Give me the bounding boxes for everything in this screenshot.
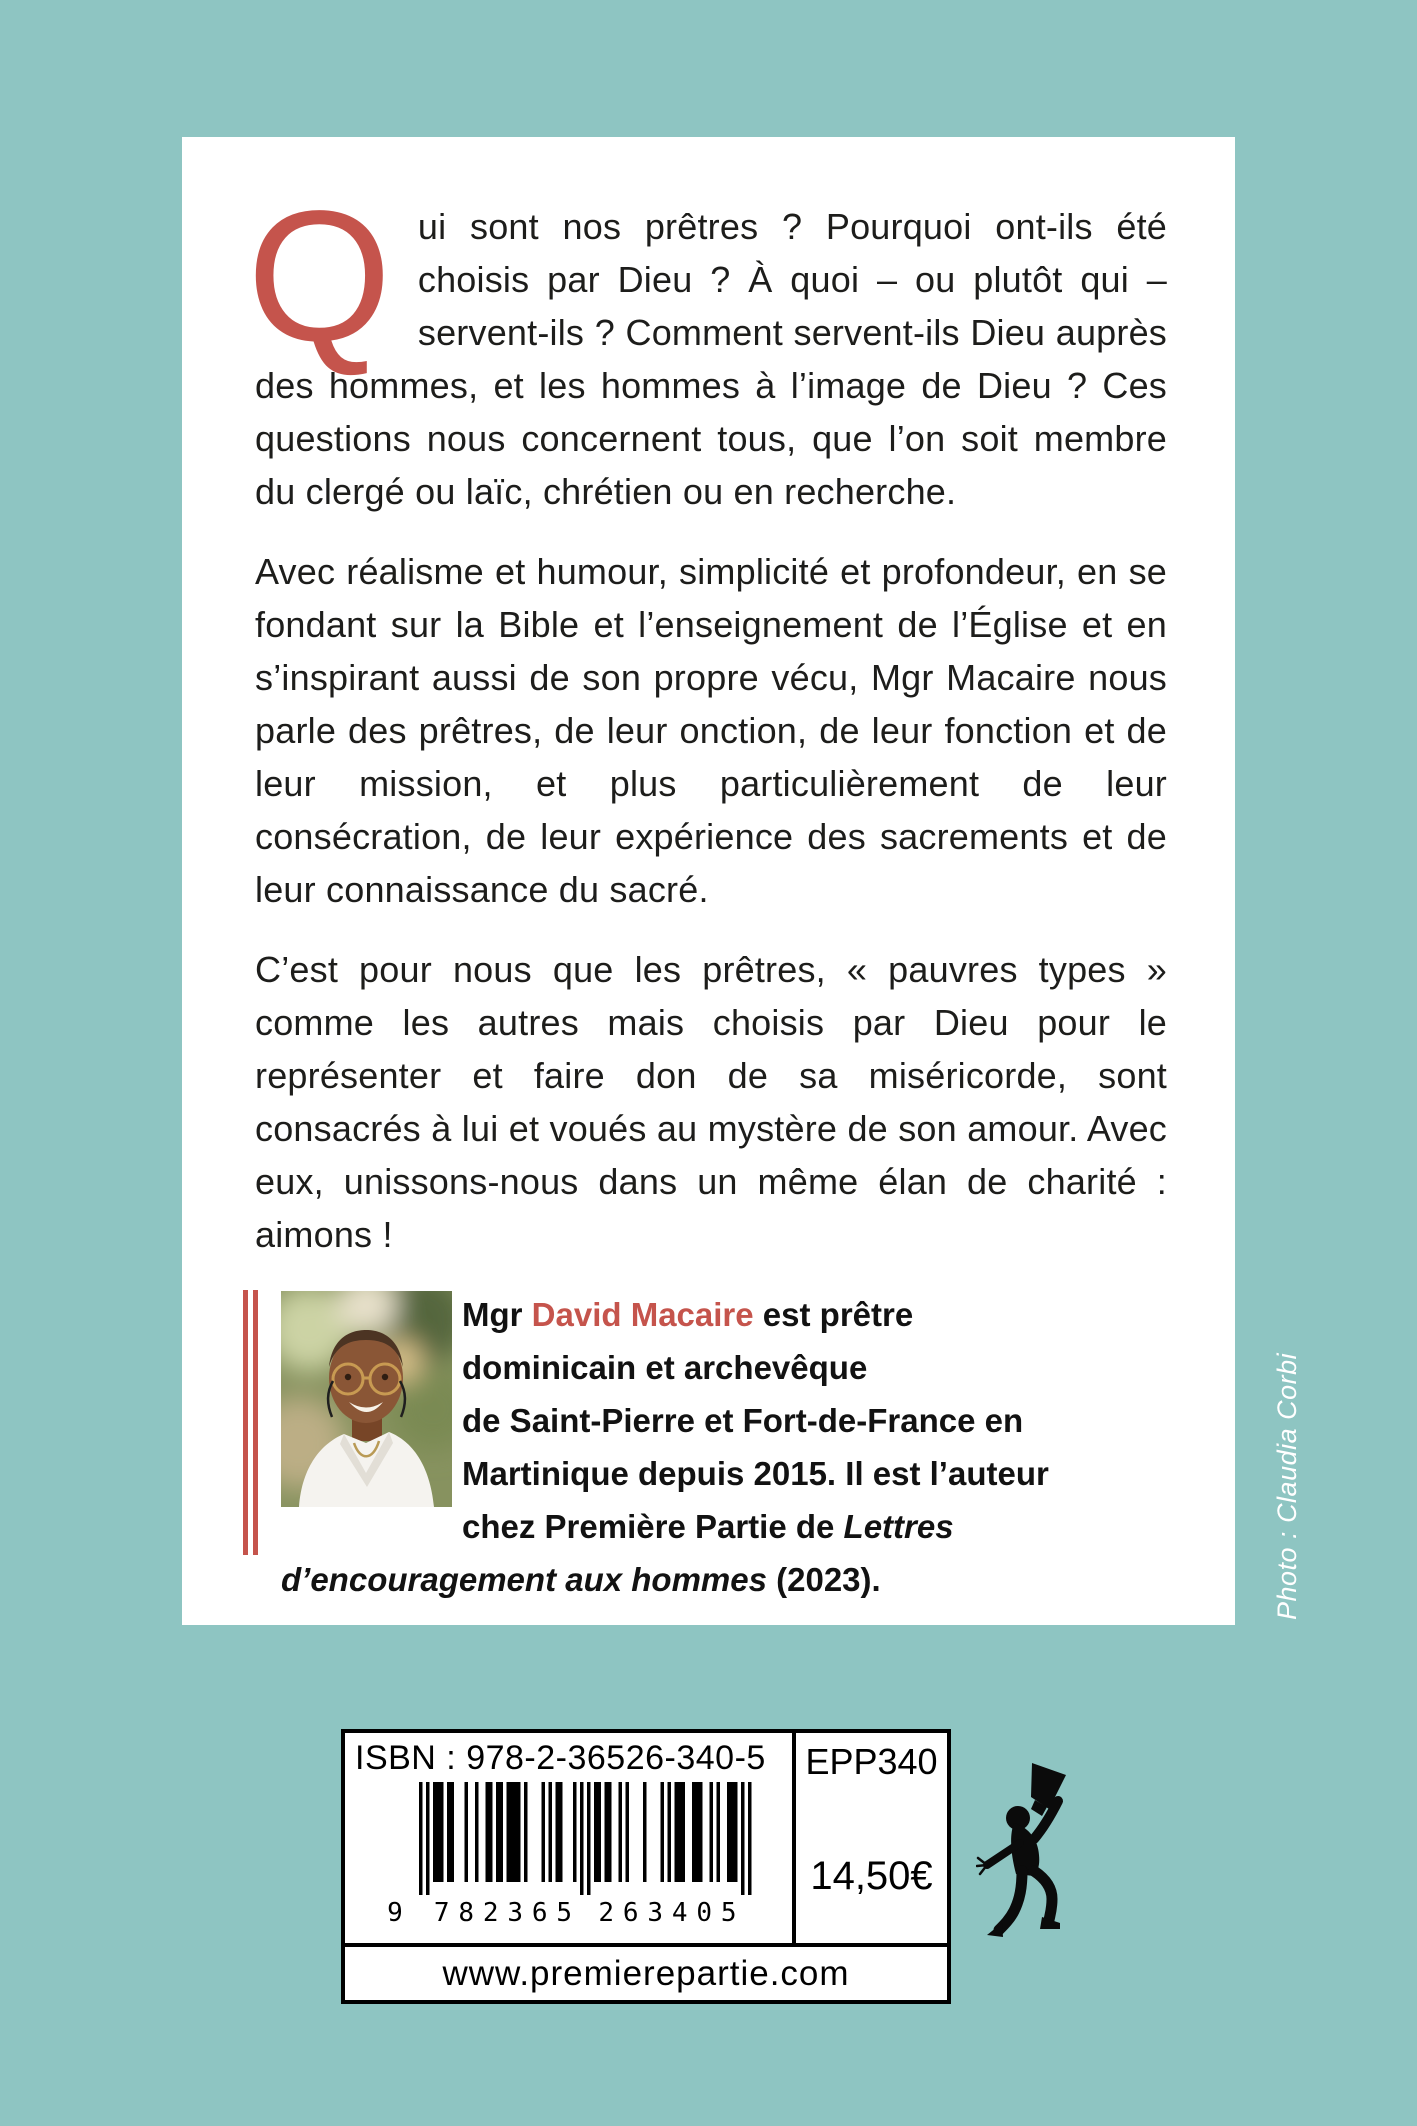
svg-text:6: 6 <box>531 1898 548 1928</box>
price: 14,50€ <box>810 1854 933 1898</box>
author-name: David Macaire <box>531 1296 754 1333</box>
bio-text-run: Martinique depuis 2015. Il est l’auteur <box>462 1455 1049 1492</box>
bio-text-run: Lettres <box>843 1508 954 1545</box>
svg-text:6: 6 <box>622 1898 639 1928</box>
svg-text:3: 3 <box>507 1898 524 1928</box>
photo-credit: Photo : Claudia Corbi <box>1272 1352 1302 1620</box>
isbn-number: ISBN : 978-2-36526-340-5 <box>355 1739 766 1777</box>
svg-text:4: 4 <box>671 1898 688 1928</box>
author-photo-image <box>281 1291 452 1507</box>
svg-text:2: 2 <box>482 1898 499 1928</box>
svg-text:0: 0 <box>696 1898 713 1928</box>
double-bar-decoration-icon <box>243 1290 258 1555</box>
man-blowing-megaphone-icon <box>976 1763 1080 1941</box>
bio-text-run: est prêtre <box>753 1296 914 1333</box>
bio-text-run: (2023). <box>766 1561 881 1598</box>
svg-text:2: 2 <box>598 1898 615 1928</box>
svg-text:7: 7 <box>433 1898 450 1928</box>
drop-cap-q: Q <box>247 173 392 380</box>
isbn-cell <box>345 1733 796 1943</box>
svg-text:8: 8 <box>458 1898 475 1928</box>
svg-text:5: 5 <box>720 1898 737 1928</box>
website-url: www.premierepartie.com <box>442 1953 850 1993</box>
author-bio <box>281 1288 1201 1606</box>
synopsis-paragraph-2: Avec réalisme et humour, simplicité et profondeur, en se fondant sur la Bible et l’enseignement de l’Église et en s’inspirant aussi de son propre vécu, Mgr Macaire nous parle des prêtres, de leur onction, de leur fonction et de leur mission, et plus particulièrement de leur consécration, de leur expérience des sacrements et de leur connaissance du sacré. <box>255 551 1167 910</box>
synopsis-paragraph-3: C’est pour nous que les prêtres, « pauvres types » comme les autres mais choisis par Dieu pour le représenter et faire don de sa miséricorde, sont consacrés à lui et voués au mystère de son amour. Avec eux, unissons-nous dans un même élan de charité : aimons ! <box>255 949 1167 1255</box>
publisher-logo <box>976 1763 1080 1941</box>
svg-text:5: 5 <box>556 1898 573 1928</box>
price-cell <box>796 1733 947 1943</box>
bio-text-run: de Saint-Pierre et Fort-de-France en <box>462 1402 1024 1439</box>
isbn-barcode-box <box>341 1729 951 2004</box>
author-photo <box>281 1291 452 1507</box>
website-cell <box>345 1943 947 2000</box>
bio-text-run: chez Première Partie de <box>462 1508 844 1545</box>
svg-text:9: 9 <box>387 1898 403 1928</box>
bio-text-run: Mgr <box>462 1296 532 1333</box>
synopsis-card <box>182 137 1235 1625</box>
product-code: EPP340 <box>805 1741 938 1782</box>
bio-text-run: d’encouragement aux hommes <box>281 1561 767 1598</box>
synopsis-paragraph-1 <box>247 173 1167 518</box>
ean13-barcode <box>377 1778 757 1928</box>
bio-text-run: dominicain et archevêque <box>462 1349 868 1386</box>
paragraph-1-text: ui sont nos prêtres ? Pourquoi ont-ils été choisis par Dieu ? À quoi – ou plutôt qui – servent-ils ? Comment servent-ils Dieu auprès des hommes, et les hommes à l’image de Dieu ? Ces questions nous concernent tous, que l’on soit membre du clergé ou laïc, chrétien ou en recherche. <box>255 206 1167 512</box>
svg-text:3: 3 <box>647 1898 664 1928</box>
